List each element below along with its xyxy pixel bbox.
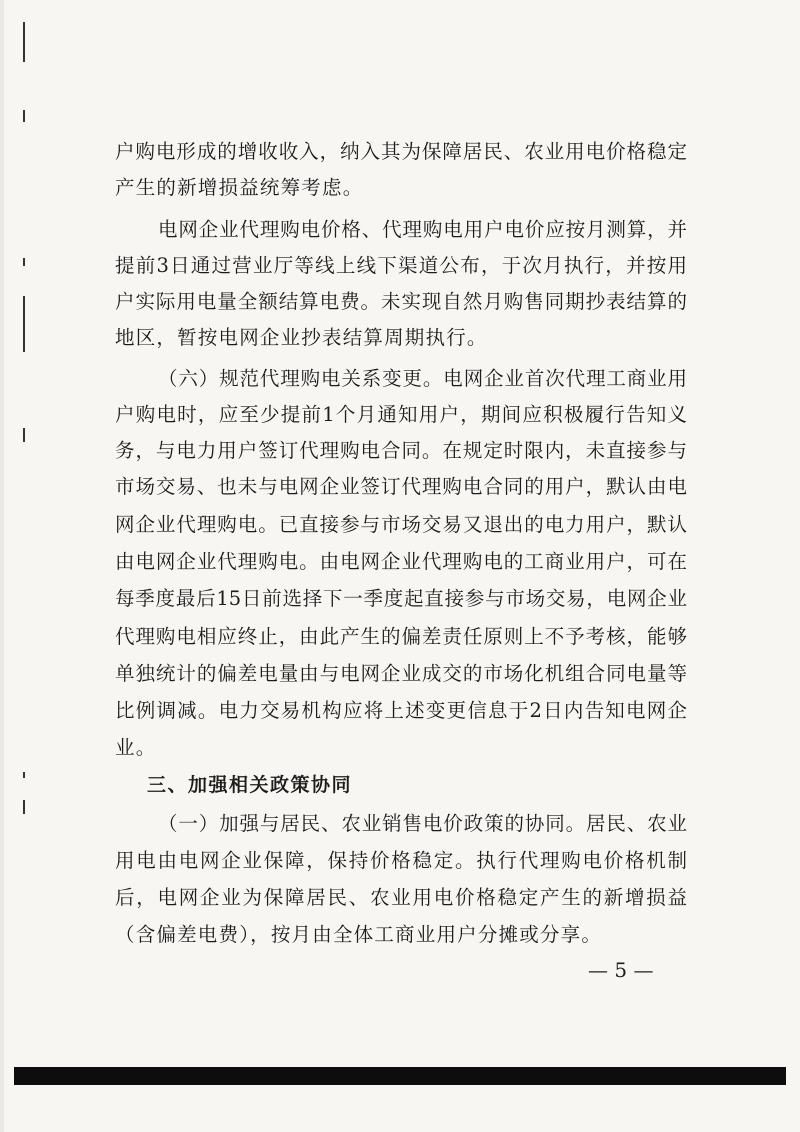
paragraph-line: 用电由电网企业保障，保持价格稳定。执行代理购电价格机制	[115, 849, 687, 872]
paragraph-line: 业。	[115, 736, 157, 759]
paragraph-line: 地区，暂按电网企业抄表结算周期执行。	[115, 326, 488, 349]
paragraph-line: 单独统计的偏差电量由与电网企业成交的市场化机组合同电量等	[115, 662, 687, 685]
paragraph-line: 户购电时，应至少提前1个月通知用户，期间应积极履行告知义	[115, 403, 687, 426]
margin-mark	[23, 258, 25, 266]
margin-mark	[23, 428, 25, 442]
paragraph-line: 提前3日通过营业厅等线上线下渠道公布，于次月执行，并按用	[115, 254, 687, 277]
paragraph-line: 户实际用电量全额结算电费。未实现自然月购售同期抄表结算的	[115, 290, 687, 313]
paragraph-line: （一）加强与居民、农业销售电价政策的协同。居民、农业	[158, 812, 687, 835]
paragraph-line: 务，与电力用户签订代理购电合同。在规定时限内，未直接参与	[115, 439, 687, 462]
margin-mark	[23, 22, 25, 62]
paragraph-line: 电网企业代理购电价格、代理购电用户电价应按月测算，并	[158, 218, 687, 241]
paragraph-line: 由电网企业代理购电。由电网企业代理购电的工商业用户，可在	[115, 550, 687, 573]
paragraph-line: 市场交易、也未与电网企业签订代理购电合同的用户，默认由电	[115, 475, 687, 498]
paragraph-line: 比例调减。电力交易机构应将上述变更信息于2日内告知电网企	[115, 699, 687, 722]
paragraph-line: 后，电网企业为保障居民、农业用电价格稳定产生的新增损益	[115, 886, 687, 909]
scan-border-bar	[14, 1067, 786, 1085]
page-number: — 5 —	[588, 958, 654, 982]
scan-edge	[0, 0, 4, 1132]
margin-mark	[23, 110, 25, 122]
paragraph-line: （六）规范代理购电关系变更。电网企业首次代理工商业用	[158, 367, 687, 390]
paragraph-line: （含偏差电费），按月由全体工商业用户分摊或分享。	[115, 923, 603, 946]
margin-mark	[23, 772, 25, 778]
paragraph-line: 产生的新增损益统筹考虑。	[115, 176, 364, 199]
paragraph-line: 户购电形成的增收收入，纳入其为保障居民、农业用电价格稳定	[115, 140, 687, 163]
paragraph-line: 每季度最后15日前选择下一季度起直接参与市场交易，电网企业	[115, 587, 687, 610]
paragraph-line: 代理购电相应终止，由此产生的偏差责任原则上不予考核，能够	[115, 625, 687, 648]
paragraph-line: 网企业代理购电。已直接参与市场交易又退出的电力用户，默认	[115, 513, 687, 536]
margin-mark	[23, 296, 25, 352]
margin-mark	[23, 800, 25, 814]
section-heading: 三、加强相关政策协同	[147, 774, 353, 796]
